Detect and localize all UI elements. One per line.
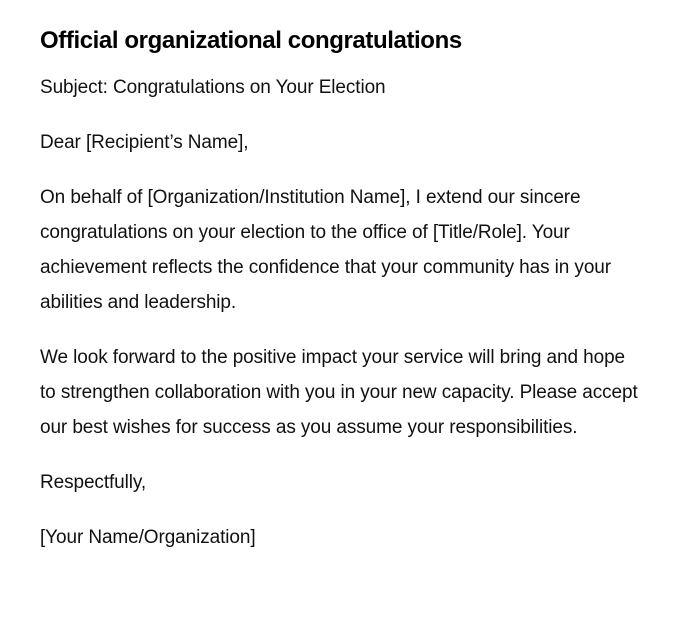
body-paragraph-1: On behalf of [Organization/Institution Name], I extend our sincere congratulations on your election to the office of [Title/Role]. Your achievement reflects the confidence that your community has in your abilities and leadership.: [40, 187, 611, 313]
closing: Respectfully,: [40, 472, 147, 493]
letter-document: [40, 24, 640, 575]
body-paragraph-2: We look forward to the positive impact your service will bring and hope to strengthen collaboration with you in your new capacity. Please accept our best wishes for success as you assume your responsibilities.: [40, 347, 638, 438]
subject-line: Subject: Congratulations on Your Election: [40, 77, 386, 98]
document-title: Official organizational congratulations: [40, 27, 462, 54]
salutation: Dear [Recipient’s Name],: [40, 132, 249, 153]
signature: [Your Name/Organization]: [40, 527, 256, 548]
